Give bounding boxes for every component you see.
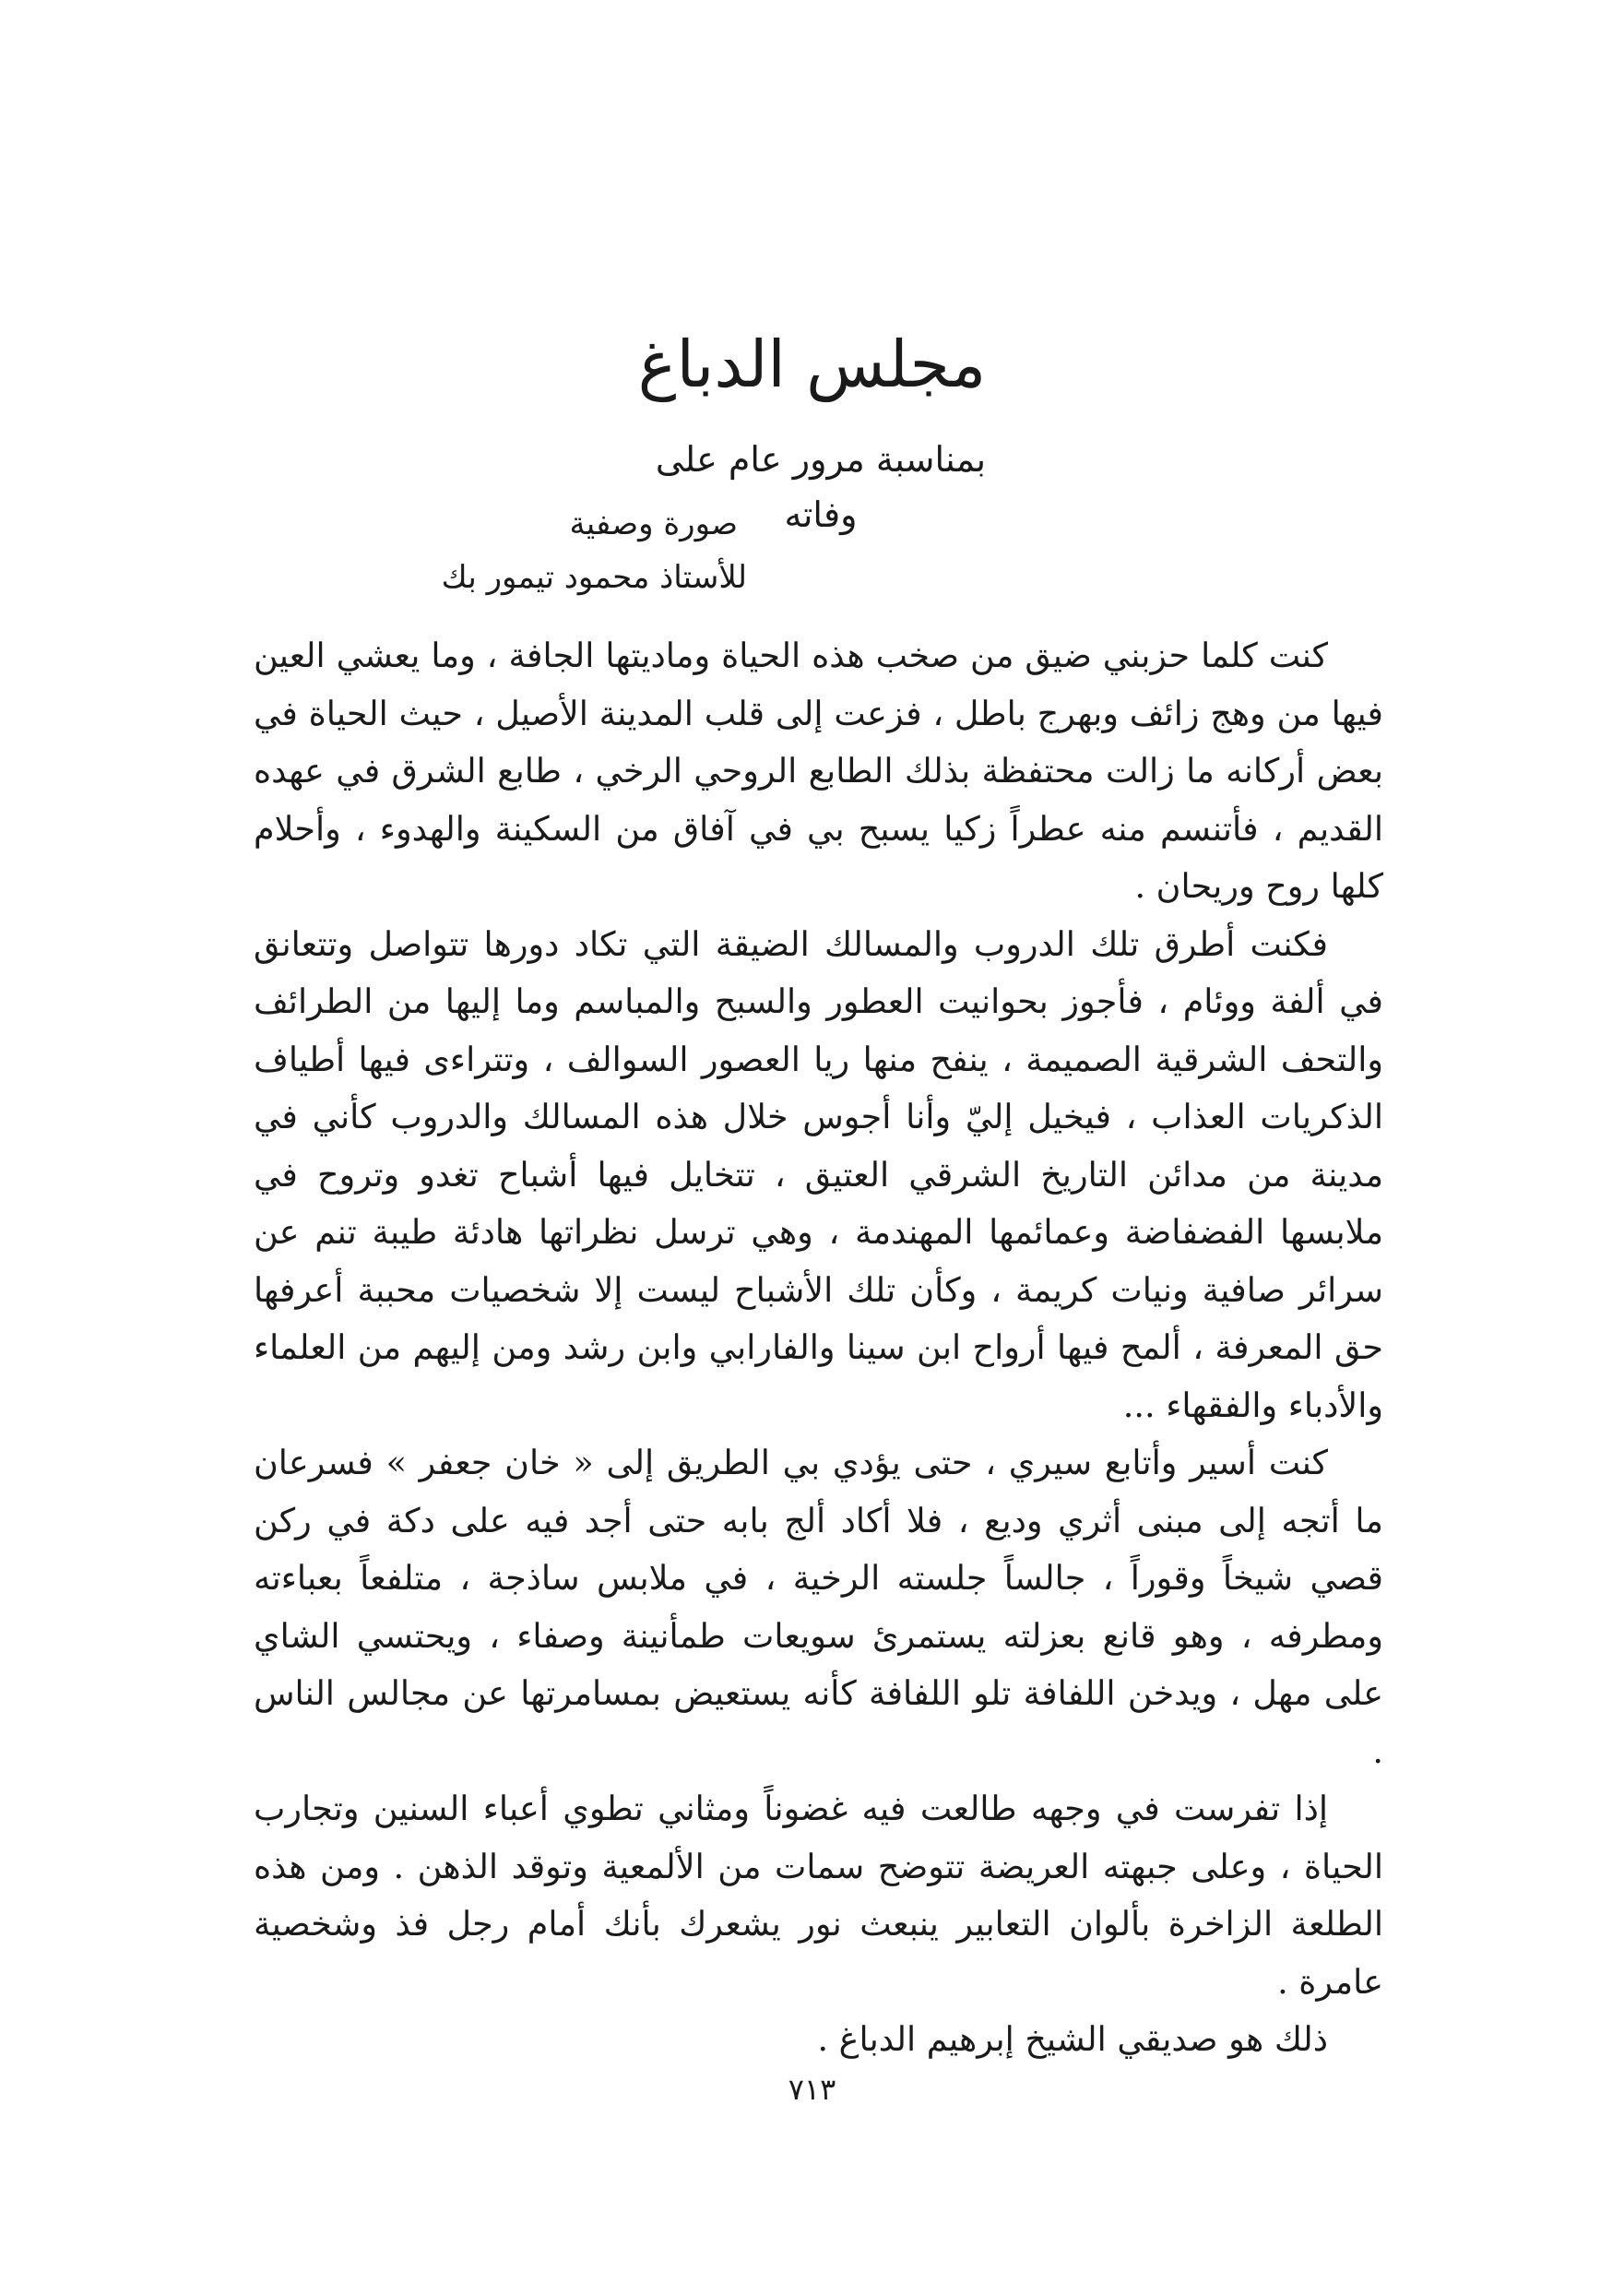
article-occasion: بمناسبة مرور عام على وفاته — [655, 439, 987, 535]
paragraph: ذلك هو صديقي الشيخ إبرهيم الدباغ . — [817, 2019, 1328, 2059]
paragraph: كنت أسير وأتابع سيري ، حتى يؤدي بي الطريق إلى « خان جعفر » فسرعان ما أتجه إلى مبنى أثري وديع ، فلا أكاد ألج بابه حتى أجد فيه على دكة في ركن قصي شيخاً وقوراً ، جالساً جلسته الرخية ، في ملابس ساذجة ، متلفعاً بعباءته ومطرفه ، وهو قانع بعزلته يستمرئ سويعات طمأنينة وصفاء ، ويحتسي الشاي على مهل ، ويدخن اللفافة تلو اللفافة كأنه يستعيض بمسامرتها عن مجالس الناس . — [254, 1443, 1383, 1771]
paragraph: إذا تفرست في وجهه طالعت فيه غضوناً ومثاني تطوي أعباء السنين وتجارب الحياة ، وعلى جبهته العريضة تتوضح سمات من الألمعية وتوقد الذهن . ومن هذه الطلعة الزاخرة بألوان التعابير ينبعث نور يشعرك بأنك أمام رجل فذ وشخصية عامرة . — [254, 1789, 1383, 2002]
article-title: مجلس الدباغ — [637, 327, 987, 402]
paragraph: فكنت أطرق تلك الدروب والمسالك الضيقة التي تكاد دورها تتواصل وتتعانق في ألفة ووئام ، فأجوز بحوانيت العطور والسبح والمباسم وما إليها من الطرائف والتحف الشرقية الصميمة ، ينفح منها ريا العصور السوالف ، وتتراءى فيها أطياف الذكريات العذاب ، فيخيل إليّ وأنا أجوس خلال هذه المسالك والدروب كأني في مدينة من مدائن التاريخ الشرقي العتيق ، تتخايل فيها أشباح تغدو وتروح في ملابسها الفضفاضة وعمائمها المهندمة ، وهي ترسل نظراتها هادئة طيبة تنم عن سرائر صافية ونيات كريمة ، وكأن تلك الأشباح ليست إلا شخصيات محببة أعرفها حق المعرفة ، ألمح فيها أرواح ابن سينا والفارابي وابن رشد ومن إليهم من العلماء والأدباء والفقهاء ... — [254, 923, 1383, 1425]
article-author: للأستاذ محمود تيمور بك — [441, 559, 747, 596]
article-description: صورة وصفية — [569, 505, 738, 542]
paragraph: كنت كلما حزبني ضيق من صخب هذه الحياة وماديتها الجافة ، وما يعشي العين فيها من وهج زائف وبهرج باطل ، فزعت إلى قلب المدينة الأصيل ، حيث الحياة في بعض أركانه ما زالت محتفظة بذلك الطابع الروحي الرخي ، طابع الشرق في عهده القديم ، فأتنسم منه عطراً زكيا يسبح بي في آفاق من السكينة والهدوء ، وأحلام كلها روح وريحان . — [254, 636, 1383, 906]
article-body — [254, 627, 1383, 2069]
page-number: ٧١٣ — [788, 2072, 836, 2107]
